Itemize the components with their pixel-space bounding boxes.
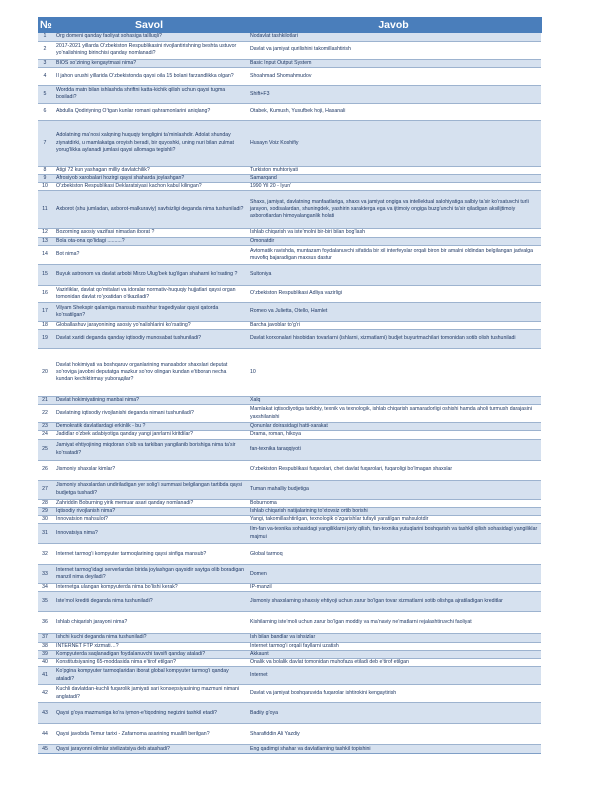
question-cell: INTERNET FTP xizmati…? (52, 642, 246, 650)
question-cell: Zahriddin Boburning yirik memuar asari qanday nomlanadi? (52, 499, 246, 507)
table-body (38, 33, 541, 754)
answer-cell: Avtomatik ravishda, muntazam foydalanuvchi sifatida bir xil interfeyslar orqali biron bir amalni oldindan belgilangan jadvalga muvofiq bajaradigan maxsus dastur (246, 245, 541, 264)
row-number: 38 (38, 642, 52, 650)
table-row (38, 650, 541, 658)
table-row (38, 41, 541, 59)
row-number: 12 (38, 229, 52, 237)
question-cell: 2017-2021 yillarda O’zbekiston Respublikasini rivojlantirishning beshta ustuvor yo’nalishining birinchisi qanday nomlanadi? (52, 41, 246, 59)
table-row (38, 166, 541, 174)
table-row (38, 174, 541, 182)
answer-cell: Mamlakat iqtisodiyotiga tarkibiy, texnik va texnologik, ishlab chiqarish samaradorligi oshishi hamda aholi turmush darajasini yaxshilanishi (246, 405, 541, 423)
answer-cell: Internet tarmog’i orqali fayllarni uzatish (246, 642, 541, 650)
answer-cell: Sultoniya (246, 264, 541, 285)
question-cell: Vazirliklar, davlat qo’mitalari va idoralar normativ-huquqiy hujjatlari qaysi organ tomonidan davlat ro’yxatidan o’tkaziladi? (52, 285, 246, 302)
answer-cell: Davlat va jamiyat boshqaruvida fuqarolar ishtirokini kengaytirish (246, 685, 541, 703)
answer-cell: 1990 Yil 20 - Iyun’ (246, 183, 541, 191)
question-cell: Wordda matn bilan ishlashda shriftni katta-kichik qilish uchun qaysi tugma bosiladi? (52, 85, 246, 103)
row-number: 15 (38, 264, 52, 285)
row-number: 17 (38, 302, 52, 321)
answer-cell: Barcha javoblar to’g’ri (246, 321, 541, 329)
answer-cell: Badiiy g’oya (246, 703, 541, 724)
question-cell: Qaysi jarayonni olimlar sivilizatsiya deb atashadi? (52, 745, 246, 754)
question-cell: Globallashuv jarayonining asosiy yo’nalishlarini ko’rsating? (52, 321, 246, 329)
table-row (38, 405, 541, 423)
row-number: 4 (38, 67, 52, 85)
answer-cell: 10 (246, 348, 541, 396)
question-cell: Internetga ulangan kompyuterda nima bo’lishi kerak? (52, 584, 246, 592)
header-row (38, 17, 541, 33)
question-cell: Internet tarmog’i kompyuter tarmoqlarining qaysi sinfiga mansub? (52, 544, 246, 565)
table-row (38, 329, 541, 348)
row-number: 11 (38, 191, 52, 229)
question-cell: Jismoniy shaxslardan undiriladigan yer solig’i summasi belgilangan tartibda qaysi budjetga tushadi? (52, 480, 246, 499)
row-number: 8 (38, 166, 52, 174)
answer-cell: Ishlab chiqarish va iste’molni bir-biri bilan bog’lash (246, 229, 541, 237)
table-row (38, 724, 541, 745)
row-number: 21 (38, 396, 52, 404)
answer-cell: Yangi, takomillashtirilgan, texnologik o’zgarishlar tufayli yaratilgan mahsulotdir (246, 515, 541, 523)
table-row (38, 237, 541, 245)
header-question: Savol (52, 17, 246, 33)
table-row (38, 229, 541, 237)
question-cell: Qaysi g’oya mazmuniga ko’ra iymon-e’tiqodning negizini tashkil etadi? (52, 703, 246, 724)
table-row (38, 191, 541, 229)
table-row (38, 634, 541, 642)
answer-cell: Kishilarning iste’moli uchun zarur bo’lgan moddiy va ma’naviy ne’matlarni rejalashtiruvchi faoliyat (246, 612, 541, 634)
row-number: 29 (38, 507, 52, 515)
row-number: 5 (38, 85, 52, 103)
table-row (38, 565, 541, 584)
table-row (38, 524, 541, 544)
row-number: 14 (38, 245, 52, 264)
question-cell: Abdulla Qodiriyning O’tgan kunlar romani qahramonlarini aniqlang? (52, 103, 246, 120)
question-cell: Ko’pgina kompyuter tarmoqlaridan iborat global kompyuter tarmog’i qanday ataladi? (52, 667, 246, 685)
row-number: 7 (38, 120, 52, 166)
answer-cell: Basic Input Output System (246, 59, 541, 67)
table-row (38, 348, 541, 396)
answer-cell: fan-texnika taraqqiyoti (246, 439, 541, 460)
row-number: 6 (38, 103, 52, 120)
answer-cell: Shift+F3 (246, 85, 541, 103)
table-row (38, 745, 541, 754)
row-number: 33 (38, 565, 52, 584)
header-number: № (40, 19, 52, 31)
question-cell: Demokratik davlatlardagi erkinlik - bu ? (52, 423, 246, 431)
table-row (38, 460, 541, 480)
question-cell: Afrosiyob xarobalari hozirgi qaysi shaharda joylashgan? (52, 174, 246, 182)
answer-cell: Husayn Voiz Koshifiy (246, 120, 541, 166)
question-cell: Davlat hokimiyati va boshqaruv organlarining mansabdor shaxslari deputat so’roviga javobni deputatga mazkur so’rov olingan kundan e’tiboran necha kundan kechiktirmay yuborадilar? (52, 348, 246, 396)
answer-cell: Ilm-fan va-texnika sohasidagi yangiliklarni joriy qilish, fan-texnika yutuqlarini boshqarish va tashkil qilish sohasidagi yangiliklar majmui (246, 524, 541, 544)
table-row (38, 592, 541, 612)
answer-cell: Global tarmoq (246, 544, 541, 565)
row-number: 2 (38, 41, 52, 59)
row-number: 13 (38, 237, 52, 245)
table-row (38, 612, 541, 634)
question-cell: Kompyuterda saqlanadigan foydalanuvchi tavsifi qanday ataladi? (52, 650, 246, 658)
answer-cell: Shoahmad Shomahmudov (246, 67, 541, 85)
table-row (38, 85, 541, 103)
row-number: 45 (38, 745, 52, 754)
table-row (38, 396, 541, 404)
table-row (38, 264, 541, 285)
question-cell: BIOS so’zining kengaytmasi nima? (52, 59, 246, 67)
question-cell: Bola ota-ona qo’lidagi ..........? (52, 237, 246, 245)
question-cell: Konstitutsiyaning 65-moddasida nima e’tirof etilgan? (52, 658, 246, 666)
row-number: 40 (38, 658, 52, 666)
question-cell: Ishchi kuchi deganda nima tushuniladi? (52, 634, 246, 642)
question-cell: Bot nima? (52, 245, 246, 264)
question-cell: Davlat xaridi deganda qanday iqtisodiy munosabat tushuniladi? (52, 329, 246, 348)
row-number: 25 (38, 439, 52, 460)
answer-cell: Romeo va Julietta, Otello, Hamlet (246, 302, 541, 321)
question-cell: II jahon urushi yillarida O’zbekistonda qaysi oila 15 bolani farzandlikka olgan? (52, 67, 246, 85)
answer-cell: Tuman mahalliy budjetiga (246, 480, 541, 499)
answer-cell: IP-manzil (246, 584, 541, 592)
question-cell: Vilyam Shekspir qalamiga mansub mashhur tragediyalar qaysi qatorda ko’rsatilgan? (52, 302, 246, 321)
question-cell: Davlat hokimiyatining manbai nima? (52, 396, 246, 404)
question-cell: Axborot (shu jumladan, axborot-malkuraviy) xavfsizligi deganda nima tushuniladi? (52, 191, 246, 229)
question-cell: Jamiyat ehtiyojining miqdoran o’sib va tarkiban yangilanib borishiga nima ta’sir ko’rsatadi? (52, 439, 246, 460)
table-row (38, 499, 541, 507)
answer-cell: Ishlab chiqarish natijalarining to’xtovsiz ortib borishi (246, 507, 541, 515)
answer-cell: Onalik va bolalik davlat tomonidan muhofaza etiladi deb e’tirof etilgan (246, 658, 541, 666)
question-cell: Innovatsion mahsulot? (52, 515, 246, 523)
row-number: 39 (38, 650, 52, 658)
answer-cell: Samarqand (246, 174, 541, 182)
row-number: 16 (38, 285, 52, 302)
question-cell: O’zbekiston Respublikasi Deklaratsiyasi kachon kabul kilingan? (52, 183, 246, 191)
answer-cell: O’zbekiston Respublikasi fuqarolari, chet davlat fuqarolari, fuqaroligi bo’lmagan shaxslar (246, 460, 541, 480)
answer-cell: O’zbekiston Respublikasi Adliya vazirligi (246, 285, 541, 302)
answer-cell: Internet (246, 667, 541, 685)
row-number: 42 (38, 685, 52, 703)
row-number: 23 (38, 423, 52, 431)
table-row (38, 439, 541, 460)
answer-cell: Domen (246, 565, 541, 584)
question-cell: Bozorning asosiy vazifasi nimadan iborat ? (52, 229, 246, 237)
table-row (38, 245, 541, 264)
question-cell: Ishlab chiqarish jarayoni nima? (52, 612, 246, 634)
table-row (38, 302, 541, 321)
question-cell: Jismoniy shaxslar kimlar? (52, 460, 246, 480)
answer-cell: Eng qadimgi shahar va davlatlarning tashkil topishini (246, 745, 541, 754)
row-number: 1 (38, 33, 52, 41)
answer-cell: Akkaunt (246, 650, 541, 658)
row-number: 37 (38, 634, 52, 642)
table-row (38, 584, 541, 592)
table-row (38, 685, 541, 703)
answer-cell: Drama, roman, hikoya (246, 431, 541, 439)
answer-cell: Sharafiddin Ali Yazdiy (246, 724, 541, 745)
question-cell: Adolatning ma’nosi xalqning huquqiy tengligini ta’minlashdir. Adolat shunday ziynatdirki, u mamlakatga oroyish beradi, bir quyoshki, uning nuri bilan zulmat yorug’likka aylanadi jumlasi qaysi allomaga tegishli? (52, 120, 246, 166)
table-row (38, 103, 541, 120)
row-number: 41 (38, 667, 52, 685)
table-row (38, 515, 541, 523)
question-cell: Iste’mol krediti deganda nima tushuniladi? (52, 592, 246, 612)
answer-cell: Otabek, Kumush, Yusufbek hoji, Hasanali (246, 103, 541, 120)
qa-table (38, 17, 542, 754)
table-row (38, 642, 541, 650)
row-number: 20 (38, 348, 52, 396)
table-row (38, 120, 541, 166)
answer-cell: Boburnoma (246, 499, 541, 507)
table-row (38, 544, 541, 565)
row-number: 32 (38, 544, 52, 565)
question-cell: Davlatning iqtisodiy rivojlanishi deganda nimani tushuniladi? (52, 405, 246, 423)
header-answer: Javob (246, 17, 541, 33)
row-number: 24 (38, 431, 52, 439)
question-cell: Jadidlar o’zbek adabiyotiga qanday yangi janrlarni kiritdilar? (52, 431, 246, 439)
question-cell: Buyuk astronom va davlat arbobi Mirzo Ulug’bek tug’ilgan shaharni ko’rsating ? (52, 264, 246, 285)
row-number: 26 (38, 460, 52, 480)
row-number: 3 (38, 59, 52, 67)
question-cell: Qaysi javobda Temur tarixi - Zafarnoma asarining muallifi berilgan? (52, 724, 246, 745)
row-number: 44 (38, 724, 52, 745)
row-number: 18 (38, 321, 52, 329)
row-number: 36 (38, 612, 52, 634)
answer-cell: Davlat korxonalari hisobidan tovarlarni (ishlarni, xizmatlarni) budjet buyurtmachilari tomonidan sotib olish tushuniladi (246, 329, 541, 348)
answer-cell: Davlat va jamiyat qurilishini takomillashtirish (246, 41, 541, 59)
table-row (38, 507, 541, 515)
table-row (38, 183, 541, 191)
question-cell: Org domeni qanday faoliyat sohasiga tallluqli? (52, 33, 246, 41)
row-number: 19 (38, 329, 52, 348)
answer-cell: Jismoniy shaxslarning shaxsiy ehtiyoji uchun zarur bo’lgan tovar xizmatlarni sotib olishga ajratiladigan kreditlar (246, 592, 541, 612)
question-cell: Atigi 72 kun yashagan milliy davlatchilik? (52, 166, 246, 174)
table-row (38, 321, 541, 329)
question-cell: Innovatsiya nima? (52, 524, 246, 544)
row-number: 30 (38, 515, 52, 523)
table-row (38, 703, 541, 724)
row-number: 9 (38, 174, 52, 182)
answer-cell: Shaxs, jamiyat, davlatning manfaatlariga, shaxs va jamiyat ongiga va intellektual salohiyatiga salbiy ta’sir ko’rsatuvchi turli jarayon, xodisalardan, shuningdek, yashirin xarakterga ega va ijtimoiy ongiga buzg’unchi ta’sir qiladigan aksilijtimoiy axborotlardan himoyalanganlik holati (246, 191, 541, 229)
table-row (38, 285, 541, 302)
table-row (38, 480, 541, 499)
row-number: 28 (38, 499, 52, 507)
table-row (38, 59, 541, 67)
row-number: 34 (38, 584, 52, 592)
question-cell: Kuchli davlatdan-kuchli fuqarolik jamiyati sari konsepsiyasining mazmuni nimani anglatadi? (52, 685, 246, 703)
row-number: 43 (38, 703, 52, 724)
table-row (38, 67, 541, 85)
table-row (38, 667, 541, 685)
row-number: 27 (38, 480, 52, 499)
table-row (38, 33, 541, 41)
row-number: 22 (38, 405, 52, 423)
table-row (38, 431, 541, 439)
answer-cell: Xalq (246, 396, 541, 404)
answer-cell: Turkiston muhtoriyati (246, 166, 541, 174)
table-row (38, 658, 541, 666)
question-cell: Iqtisodiy rivojlanish nima? (52, 507, 246, 515)
answer-cell: Nodavlat tashkilotlari (246, 33, 541, 41)
question-cell: Internet tarmog’idagi serverlardan birida joylashgan qaysidir saytga olib boradigan manzil nima deyiladi? (52, 565, 246, 584)
answer-cell: Qonunlar doirasidagi hatti-xarakat (246, 423, 541, 431)
answer-cell: Ish bilan bandlar va ishsizlar (246, 634, 541, 642)
row-number: 35 (38, 592, 52, 612)
row-number: 31 (38, 524, 52, 544)
table-row (38, 423, 541, 431)
answer-cell: Omonatdir (246, 237, 541, 245)
row-number: 10 (38, 183, 52, 191)
